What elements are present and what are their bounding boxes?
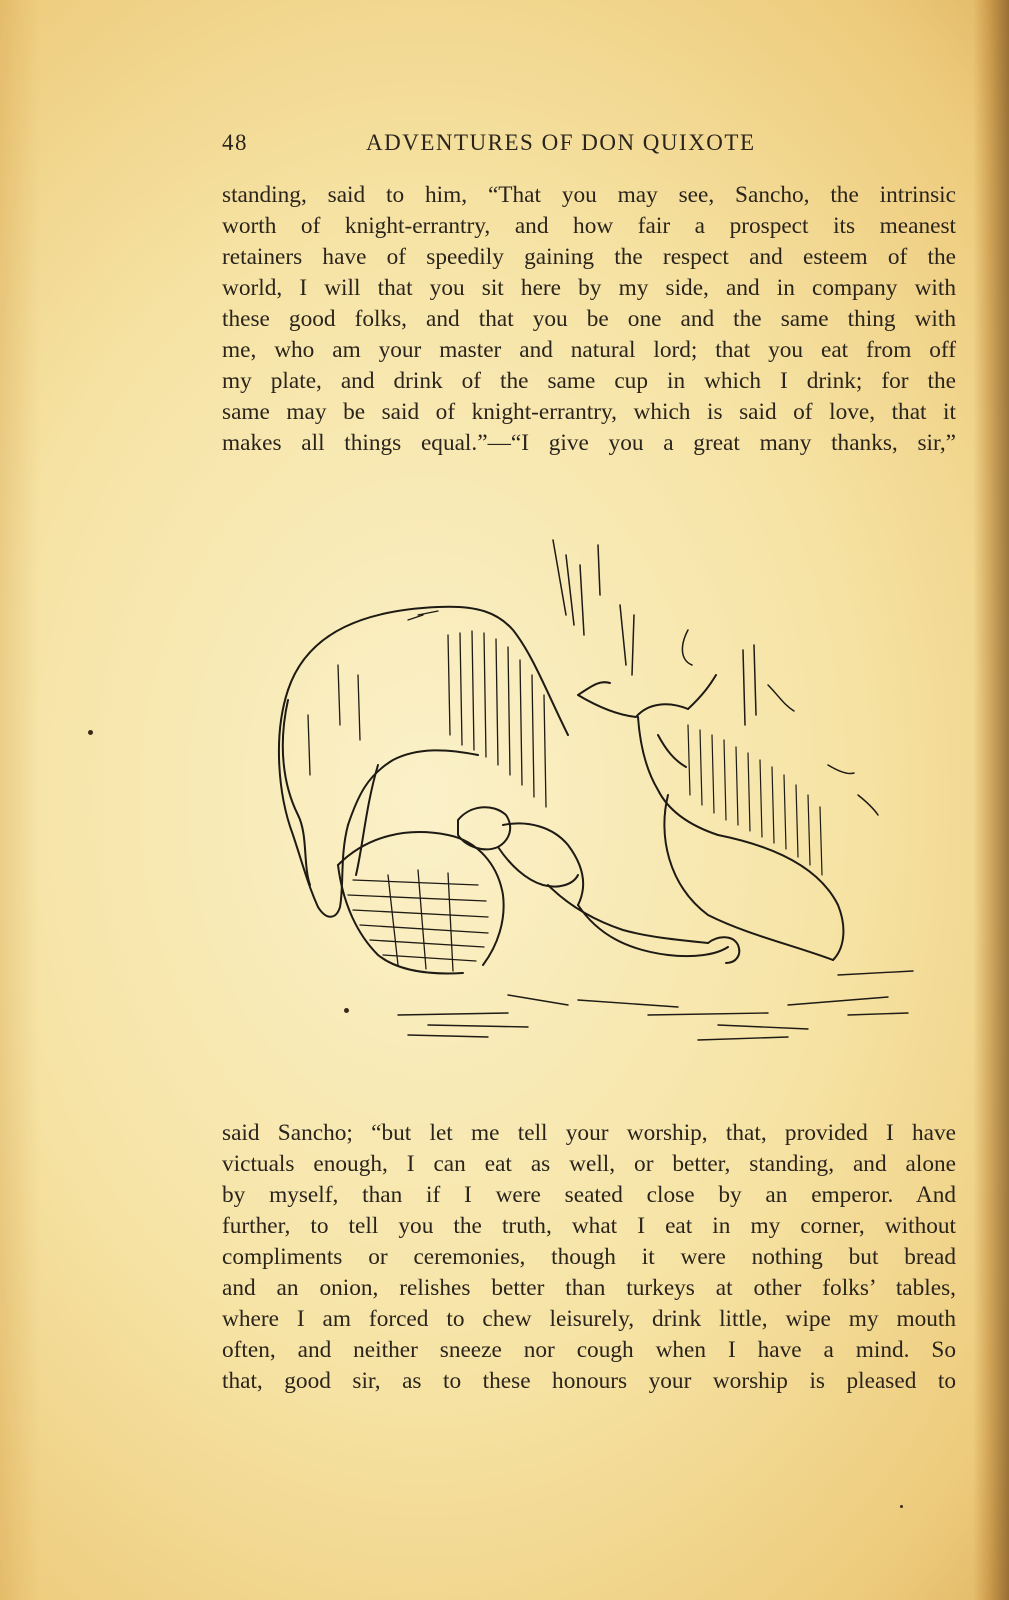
text-line: further, to tell you the truth, what I eat in my corner, without — [222, 1213, 956, 1239]
text-line: me, who am your master and natural lord; that you eat from off — [222, 337, 956, 363]
page-right-edge-shading — [973, 0, 1009, 1600]
ink-speck — [344, 1008, 349, 1013]
text-line: makes all things equal.”—“I give you a great many thanks, sir,” — [222, 430, 956, 456]
page-number: 48 — [222, 130, 248, 155]
running-head — [222, 130, 842, 160]
page-speck — [900, 1505, 903, 1508]
text-line: by myself, than if I were seated close by an emperor. And — [222, 1182, 956, 1208]
text-line: same may be said of knight-errantry, which is said of love, that it — [222, 399, 956, 425]
engraving-illustration — [248, 535, 928, 1055]
text-line: these good folks, and that you be one and the same thing with — [222, 306, 956, 332]
running-head-title: ADVENTURES OF DON QUIXOTE — [366, 130, 756, 155]
text-line: worth of knight-errantry, and how fair a prospect its meanest — [222, 213, 956, 239]
page-left-shading — [0, 0, 40, 1600]
text-line: that, good sir, as to these honours your worship is pleased to — [222, 1368, 956, 1394]
page-speck — [88, 730, 93, 735]
engraving-sleeping-man-icon — [248, 535, 928, 1055]
text-line: often, and neither sneeze nor cough when I have a mind. So — [222, 1337, 956, 1363]
text-line: my plate, and drink of the same cup in which I drink; for the — [222, 368, 956, 394]
text-line: standing, said to him, “That you may see, Sancho, the intrinsic — [222, 182, 956, 208]
text-line: and an onion, relishes better than turkeys at other folks’ tables, — [222, 1275, 956, 1301]
text-line: world, I will that you sit here by my side, and in company with — [222, 275, 956, 301]
text-line: victuals enough, I can eat as well, or better, standing, and alone — [222, 1151, 956, 1177]
text-line: compliments or ceremonies, though it were nothing but bread — [222, 1244, 956, 1270]
text-line: retainers have of speedily gaining the respect and esteem of the — [222, 244, 956, 270]
text-line: where I am forced to chew leisurely, drink little, wipe my mouth — [222, 1306, 956, 1332]
bottom-paragraph — [222, 1118, 956, 1397]
text-line: said Sancho; “but let me tell your worship, that, provided I have — [222, 1120, 956, 1146]
top-paragraph — [222, 180, 956, 459]
